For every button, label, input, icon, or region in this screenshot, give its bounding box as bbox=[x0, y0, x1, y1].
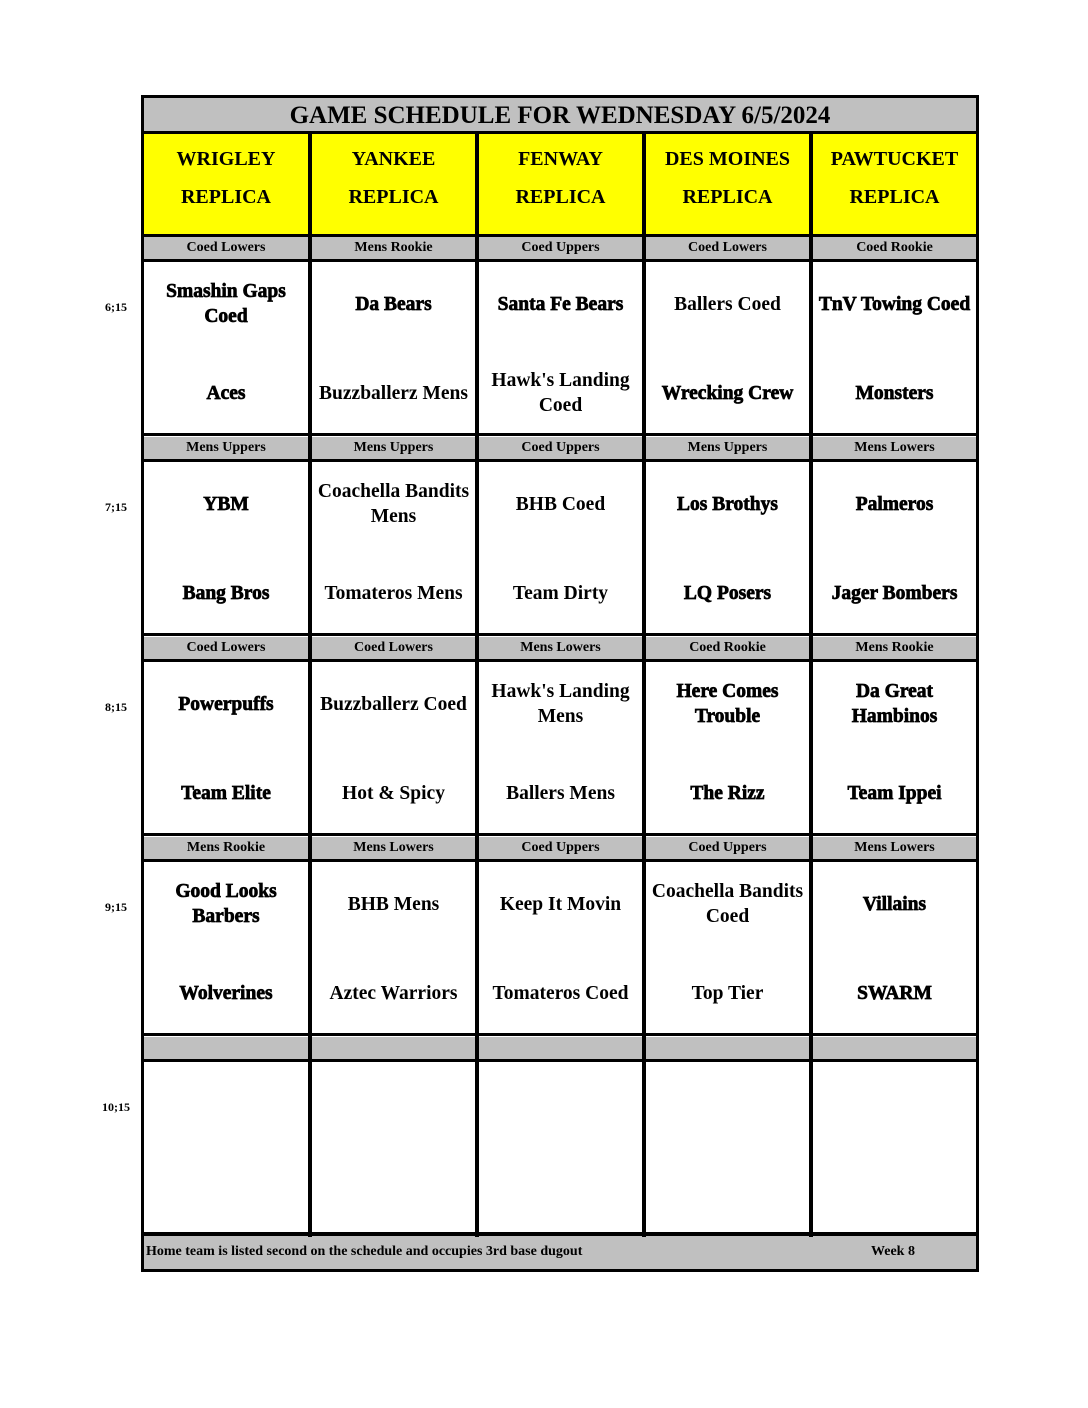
home-team: Hot & Spicy bbox=[342, 782, 445, 804]
footer-note: Home team is listed second on the schedule and occupies 3rd base dugout bbox=[146, 1244, 583, 1259]
division-label: Coed Uppers bbox=[479, 237, 642, 259]
field-subtitle: REPLICA bbox=[849, 186, 940, 208]
away-team bbox=[479, 1074, 642, 1134]
field-header bbox=[646, 134, 809, 236]
footer bbox=[144, 1232, 976, 1269]
game-cell bbox=[479, 1062, 642, 1233]
column-divider bbox=[642, 134, 646, 1237]
away-team: Coachella Bandits Coed bbox=[651, 881, 804, 927]
field-subtitle: REPLICA bbox=[348, 186, 439, 208]
division-label: Coed Lowers bbox=[646, 237, 809, 259]
game-cell bbox=[312, 262, 475, 433]
field-name: WRIGLEY bbox=[176, 148, 276, 170]
column-divider bbox=[475, 134, 479, 1237]
away-team: BHB Coed bbox=[515, 493, 606, 515]
division-label: Mens Rookie bbox=[144, 837, 308, 859]
home-team: Aztec Warriors bbox=[329, 982, 458, 1004]
division-label bbox=[646, 1037, 809, 1059]
game-cell bbox=[479, 862, 642, 1033]
home-team bbox=[479, 1163, 642, 1223]
time-label: 8;15 bbox=[105, 700, 127, 714]
away-team: Here Comes Trouble bbox=[676, 681, 779, 727]
away-team: Smashin Gaps Coed bbox=[166, 281, 286, 327]
division-label bbox=[312, 1037, 475, 1059]
game-cell bbox=[646, 1062, 809, 1233]
time-label: 6;15 bbox=[105, 300, 127, 314]
away-team: TnV Towing Coed bbox=[818, 293, 971, 315]
game-cell bbox=[479, 662, 642, 833]
field-subtitle: REPLICA bbox=[180, 186, 271, 208]
away-team: Good Looks Barbers bbox=[175, 881, 277, 927]
home-team: Hawk's Landing Coed bbox=[491, 370, 630, 416]
home-team: Team Dirty bbox=[512, 582, 609, 604]
division-label: Coed Lowers bbox=[144, 237, 308, 259]
game-cell bbox=[144, 662, 308, 833]
divider bbox=[144, 633, 976, 636]
division-label: Mens Uppers bbox=[646, 437, 809, 459]
column-divider bbox=[809, 134, 813, 1237]
time-label: 7;15 bbox=[105, 500, 127, 514]
division-label: Mens Uppers bbox=[312, 437, 475, 459]
away-team: YBM bbox=[203, 493, 249, 515]
away-team bbox=[813, 1074, 976, 1134]
home-team: LQ Posers bbox=[683, 582, 772, 604]
game-cell bbox=[646, 862, 809, 1033]
home-team: Bang Bros bbox=[182, 582, 270, 604]
field-header bbox=[312, 134, 475, 236]
divider bbox=[144, 433, 976, 436]
division-label bbox=[479, 1037, 642, 1059]
field-header bbox=[144, 134, 308, 236]
division-label: Coed Uppers bbox=[646, 837, 809, 859]
division-label: Coed Lowers bbox=[144, 637, 308, 659]
week-label: Week 8 bbox=[871, 1244, 915, 1259]
home-team: Tomateros Coed bbox=[492, 982, 629, 1004]
column-divider bbox=[308, 134, 312, 1237]
division-label: Mens Uppers bbox=[144, 437, 308, 459]
away-team: Buzzballerz Coed bbox=[320, 693, 467, 715]
division-label: Coed Lowers bbox=[312, 637, 475, 659]
away-team: BHB Mens bbox=[347, 893, 440, 915]
game-cell bbox=[646, 462, 809, 633]
division-label: Coed Uppers bbox=[479, 837, 642, 859]
home-team: Jager Bombers bbox=[831, 582, 958, 604]
division-label: Mens Lowers bbox=[312, 837, 475, 859]
game-cell bbox=[813, 462, 976, 633]
game-cell bbox=[144, 1062, 308, 1233]
away-team: Hawk's Landing Mens bbox=[491, 681, 630, 727]
home-team: Aces bbox=[206, 382, 246, 404]
away-team: Ballers Coed bbox=[674, 293, 781, 315]
away-team: Keep It Movin bbox=[499, 893, 622, 915]
divider bbox=[144, 833, 976, 836]
home-team: Top Tier bbox=[691, 982, 764, 1004]
division-label: Mens Rookie bbox=[813, 637, 976, 659]
division-label bbox=[813, 1037, 976, 1059]
field-subtitle: REPLICA bbox=[682, 186, 773, 208]
away-team bbox=[312, 1074, 475, 1134]
time-label: 10;15 bbox=[102, 1100, 130, 1114]
field-name: FENWAY bbox=[518, 148, 603, 170]
away-team: Santa Fe Bears bbox=[497, 293, 624, 315]
home-team: SWARM bbox=[857, 982, 932, 1004]
game-cell bbox=[813, 262, 976, 433]
field-subtitle: REPLICA bbox=[515, 186, 606, 208]
away-team: Powerpuffs bbox=[178, 693, 274, 715]
division-label bbox=[144, 1037, 308, 1059]
field-name: YANKEE bbox=[351, 148, 436, 170]
home-team: Wolverines bbox=[179, 982, 273, 1004]
home-team: Buzzballerz Mens bbox=[319, 382, 468, 404]
game-cell bbox=[312, 462, 475, 633]
schedule-table bbox=[141, 95, 979, 1272]
away-team: Villains bbox=[862, 893, 927, 915]
game-cell bbox=[479, 462, 642, 633]
away-team: Da Great Hambinos bbox=[851, 681, 938, 727]
game-cell bbox=[312, 1062, 475, 1233]
home-team: Team Elite bbox=[181, 782, 271, 804]
game-cell bbox=[813, 1062, 976, 1233]
game-cell bbox=[479, 262, 642, 433]
home-team: Team Ippei bbox=[847, 782, 942, 804]
away-team: Coachella Bandits Mens bbox=[317, 481, 470, 527]
game-cell bbox=[144, 262, 308, 433]
game-cell bbox=[312, 862, 475, 1033]
home-team bbox=[312, 1163, 475, 1223]
home-team: Ballers Mens bbox=[506, 782, 615, 804]
away-team bbox=[646, 1074, 809, 1134]
schedule-title: GAME SCHEDULE FOR WEDNESDAY 6/5/2024 bbox=[144, 98, 976, 134]
division-label: Coed Rookie bbox=[813, 237, 976, 259]
field-name: DES MOINES bbox=[664, 148, 791, 170]
home-team bbox=[646, 1163, 809, 1223]
home-team bbox=[144, 1163, 308, 1223]
divider bbox=[144, 459, 976, 462]
divider bbox=[144, 1059, 976, 1062]
division-label: Coed Rookie bbox=[646, 637, 809, 659]
home-team: Monsters bbox=[855, 382, 934, 404]
division-label: Mens Rookie bbox=[312, 237, 475, 259]
time-label: 9;15 bbox=[105, 900, 127, 914]
home-team: Tomateros Mens bbox=[324, 582, 463, 604]
division-label: Mens Lowers bbox=[813, 837, 976, 859]
home-team bbox=[813, 1163, 976, 1223]
division-label: Coed Uppers bbox=[479, 437, 642, 459]
away-team bbox=[144, 1074, 308, 1134]
home-team: Wrecking Crew bbox=[661, 382, 794, 404]
field-header bbox=[479, 134, 642, 236]
game-cell bbox=[646, 662, 809, 833]
divider bbox=[144, 1233, 976, 1236]
divider bbox=[144, 259, 976, 262]
divider bbox=[144, 1033, 976, 1036]
away-team: Palmeros bbox=[855, 493, 934, 515]
away-team: Los Brothys bbox=[677, 493, 778, 515]
game-cell bbox=[813, 862, 976, 1033]
field-name: PAWTUCKET bbox=[830, 148, 959, 170]
game-cell bbox=[144, 862, 308, 1033]
home-team: The Rizz bbox=[690, 782, 765, 804]
game-cell bbox=[813, 662, 976, 833]
division-label: Mens Lowers bbox=[813, 437, 976, 459]
game-cell bbox=[312, 662, 475, 833]
divider bbox=[144, 859, 976, 862]
field-header bbox=[813, 134, 976, 236]
divider bbox=[144, 659, 976, 662]
game-cell bbox=[144, 462, 308, 633]
game-cell bbox=[646, 262, 809, 433]
division-label: Mens Lowers bbox=[479, 637, 642, 659]
away-team: Da Bears bbox=[355, 293, 432, 315]
